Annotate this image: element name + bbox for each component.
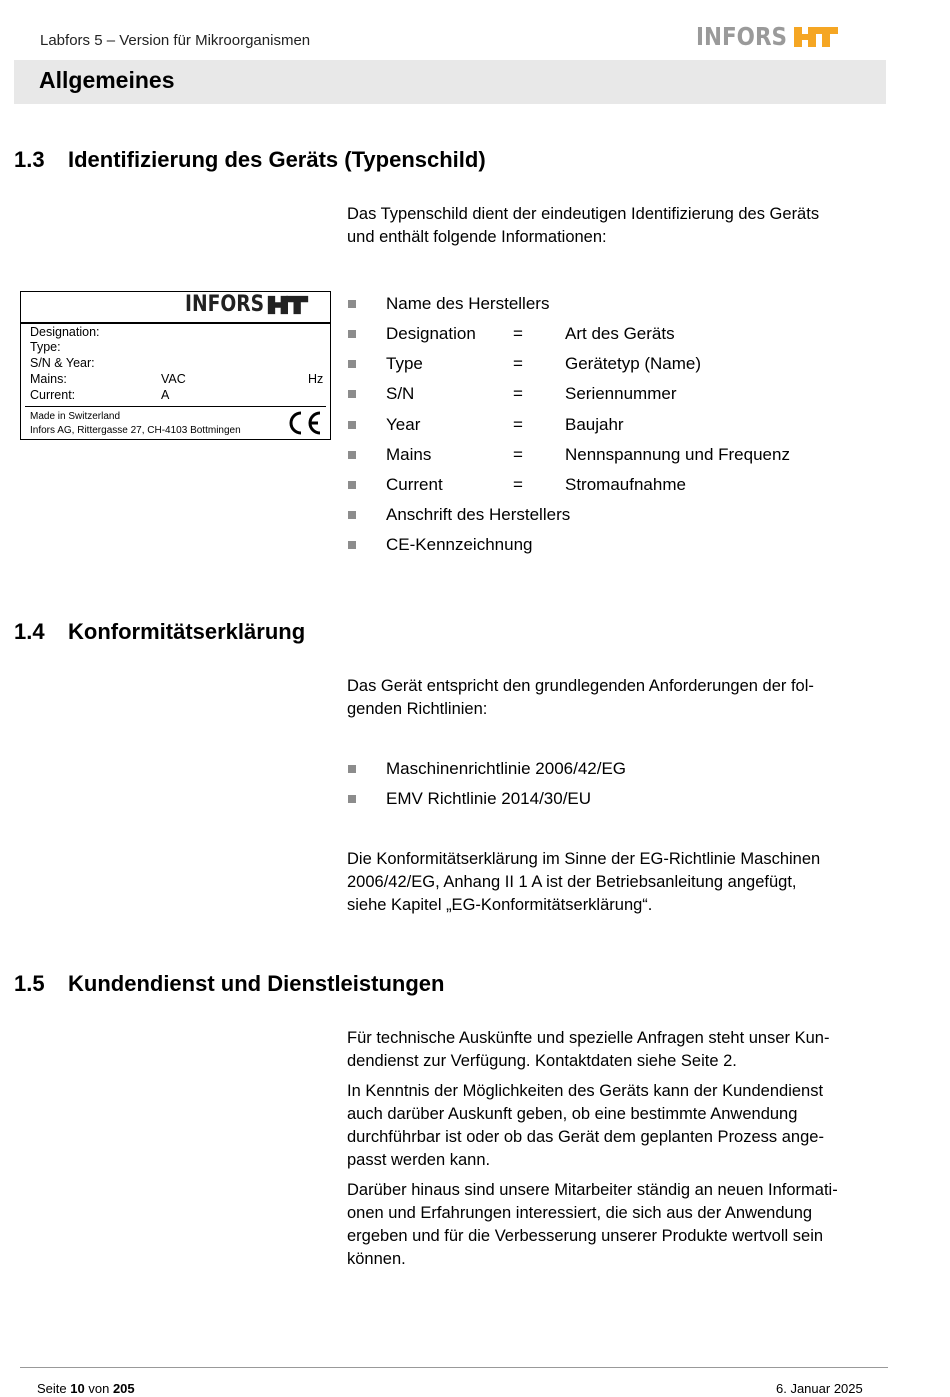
plate-divider	[25, 406, 326, 407]
plate-mains: Mains:	[30, 372, 67, 386]
section-intro: Das Typenschild dient der eindeutigen Identifizierung des Geräts und enthält folgende Informationen:	[347, 205, 820, 246]
plate-ht-mark-icon	[266, 293, 310, 317]
service-paragraph: In Kenntnis der Möglichkeiten des Geräts kann der Kundendienst auch darüber Auskunft geben, ob eine bestimmte Anwendung durchführbar ist oder ob das Gerät dem geplanten Prozess ange- passt werden kann.	[347, 1082, 824, 1169]
page-number: Seite 10 von 205	[37, 1381, 135, 1396]
plate-hz: Hz	[308, 372, 324, 386]
list-item: Name des Herstellers	[348, 289, 549, 319]
plate-amp: A	[161, 388, 170, 402]
section-number: 1.4	[14, 619, 45, 644]
plate-vac: VAC	[161, 372, 186, 386]
plate-logo: INFORS	[185, 292, 310, 317]
list-item: Maschinenrichtlinie 2006/42/EG	[348, 754, 626, 784]
list-item: Year = Baujahr	[348, 410, 624, 440]
plate-designation: Designation:	[30, 325, 100, 339]
bullet-icon	[348, 390, 356, 398]
bullet-icon	[348, 300, 356, 308]
section-number: 1.5	[14, 971, 45, 996]
list-item: Anschrift des Herstellers	[348, 500, 570, 530]
infors-ht-logo	[696, 22, 840, 51]
footer-date: 6. Januar 2025	[776, 1381, 863, 1396]
bullet-icon	[348, 421, 356, 429]
section-title: Kundendienst und Dienstleistungen	[68, 971, 445, 996]
bullet-icon	[348, 765, 356, 773]
document-title: Labfors 5 – Version für Mikroorganismen	[40, 32, 311, 49]
plate-current: Current:	[30, 388, 76, 402]
section-title: Konformitätserklärung	[68, 619, 306, 644]
service-paragraph: Darüber hinaus sind unsere Mitarbeiter ständig an neuen Informati- onen und Erfahrungen interessiert, die sich aus der Anwendung ergeben und für die Verbesserung unserer Produkte wertvoll sein können.	[347, 1181, 838, 1268]
bullet-icon	[348, 451, 356, 459]
type-plate-illustration	[20, 291, 331, 440]
section-intro: Das Gerät entspricht den grundlegenden Anforderungen der fol- genden Richtlinien:	[347, 677, 814, 718]
plate-divider	[21, 322, 330, 324]
chapter-title: Allgemeines	[39, 67, 175, 93]
list-item: Designation = Art des Geräts	[348, 319, 675, 349]
plate-address: Infors AG, Rittergasse 27, CH-4103 Bottmingen	[30, 425, 241, 436]
service-paragraph: Für technische Auskünfte und spezielle Anfragen steht unser Kun- dendienst zur Verfügung. Kontaktdaten siehe Seite 2.	[347, 1029, 830, 1070]
bullet-icon	[348, 511, 356, 519]
logo-wordmark: INFORS	[696, 22, 787, 51]
bullet-icon	[348, 541, 356, 549]
conformity-note: Die Konformitätserklärung im Sinne der EG-Richtlinie Maschinen 2006/42/EG, Anhang II 1 A ist der Betriebsanleitung angefügt, siehe Kapitel „EG-Konformitätserklärung“.	[347, 850, 821, 914]
footer-divider	[20, 1367, 888, 1368]
section-number: 1.3	[14, 147, 45, 172]
list-item: CE-Kennzeichnung	[348, 530, 532, 560]
list-item: EMV Richtlinie 2014/30/EU	[348, 784, 591, 814]
bullet-icon	[348, 360, 356, 368]
bullet-icon	[348, 481, 356, 489]
ht-mark-icon	[792, 24, 840, 50]
plate-made-in: Made in Switzerland	[30, 411, 121, 422]
bullet-icon	[348, 795, 356, 803]
bullet-icon	[348, 330, 356, 338]
ce-mark-icon	[287, 410, 323, 436]
list-item: Current = Stromaufnahme	[348, 470, 686, 500]
section-title: Identifizierung des Geräts (Typenschild)	[68, 147, 486, 172]
list-item: Type = Gerätetyp (Name)	[348, 349, 701, 379]
plate-sn-year: S/N & Year:	[30, 356, 95, 370]
list-item: Mains = Nennspannung und Frequenz	[348, 440, 790, 470]
plate-type: Type:	[30, 340, 61, 354]
list-item: S/N = Seriennummer	[348, 379, 677, 409]
